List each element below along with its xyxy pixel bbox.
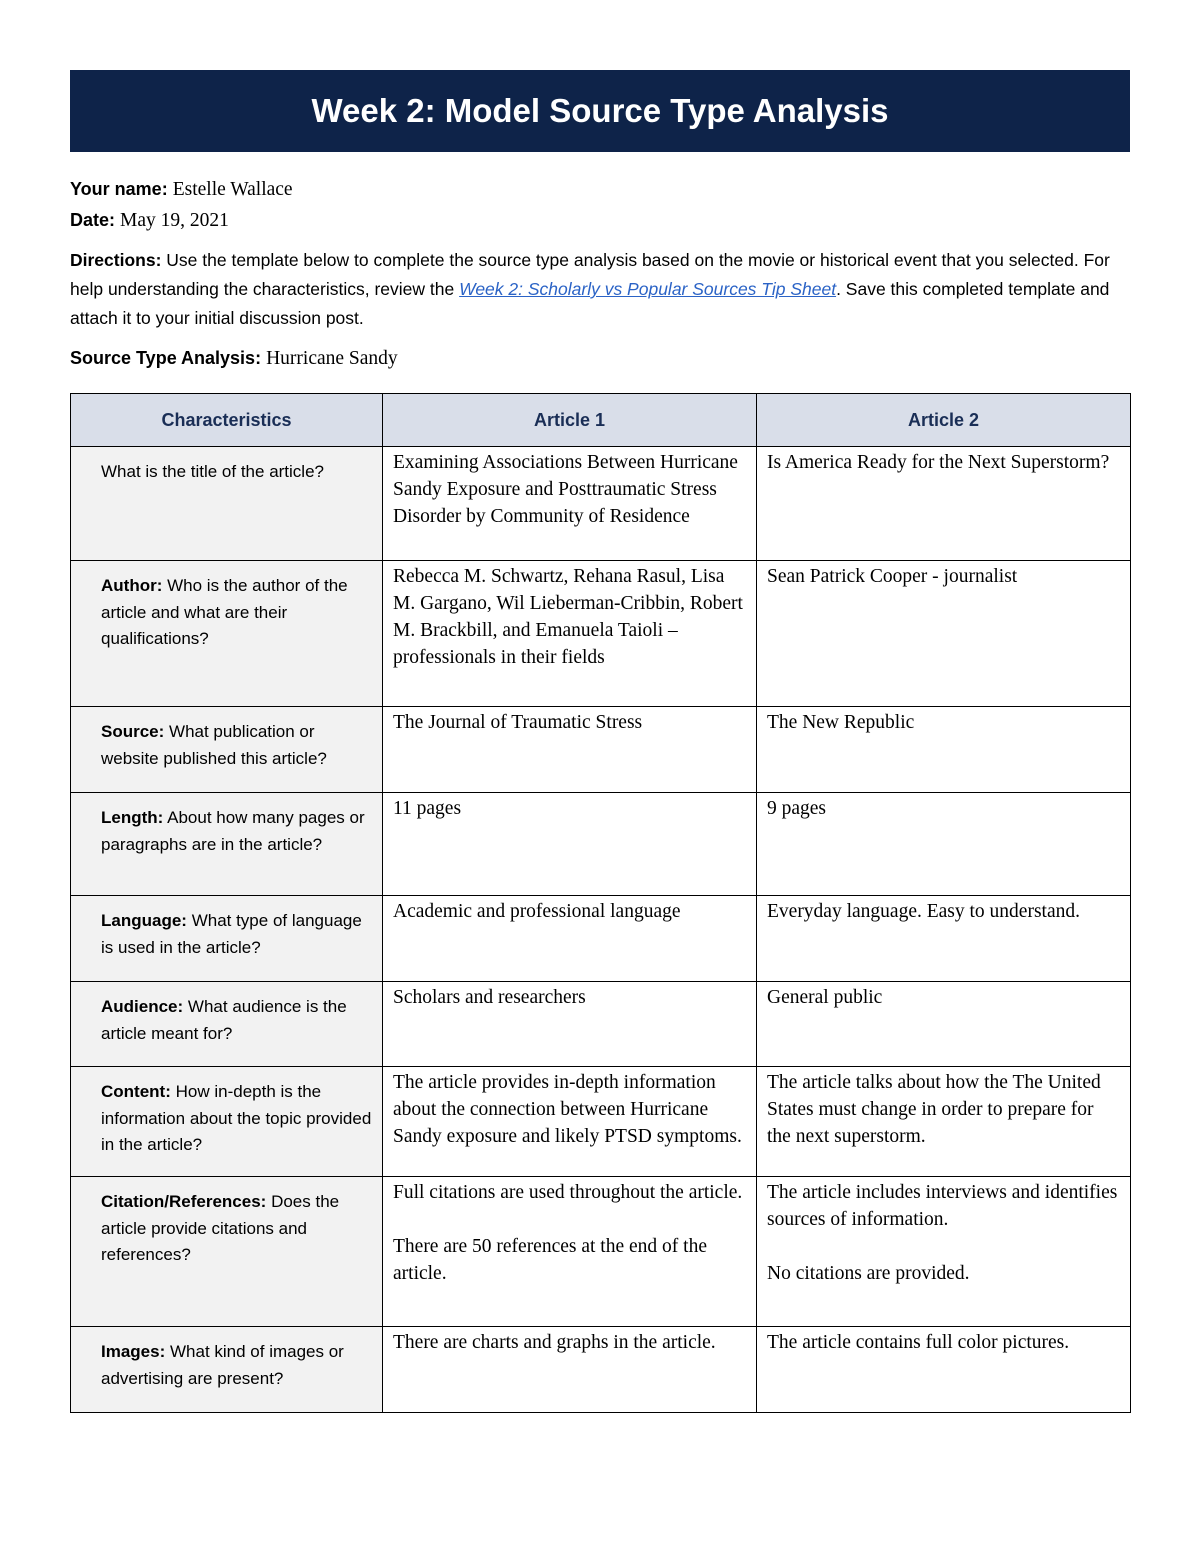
question-text: What audience is the article meant for? [101,997,347,1043]
header-article-1: Article 1 [383,394,757,447]
characteristic-cell [71,896,383,982]
table-row [71,1327,1131,1413]
characteristic-label: Content: [101,1082,171,1101]
characteristic-label: Images: [101,1342,166,1361]
answer-text: The article includes interviews and identifies sources of information. [767,1182,1118,1230]
answer-text: 9 pages [767,798,827,819]
article-2-cell [757,707,1131,793]
name-label: Your name: [70,179,168,199]
answer-text: There are charts and graphs in the article. [393,1332,716,1353]
table-row [71,1177,1131,1327]
article-1-cell [383,793,757,896]
article-1-cell [383,1177,757,1327]
answer-text: 11 pages [393,798,462,819]
article-2-cell [757,561,1131,707]
table-header-row [71,394,1131,447]
characteristic-cell [71,707,383,793]
article-1-cell [383,707,757,793]
answer-text: Academic and professional language [393,901,681,922]
characteristic-label: Audience: [101,997,184,1016]
characteristic-cell [71,447,383,561]
date-line [70,205,1130,236]
article-1-cell [383,561,757,707]
article-2-cell [757,896,1131,982]
characteristic-cell [71,561,383,707]
characteristic-cell [71,1327,383,1413]
answer-text: The New Republic [767,712,915,733]
characteristic-label: Language: [101,911,187,930]
source-analysis-table [70,393,1131,1413]
analysis-label: Source Type Analysis: [70,348,262,368]
header-article-2: Article 2 [757,394,1131,447]
document-page [70,70,1130,374]
answer-text: Sean Patrick Cooper - journalist [767,566,1018,587]
answer-text: There are 50 references at the end of the article. [393,1236,707,1284]
answer-text: Full citations are used throughout the article. [393,1182,743,1203]
question-text: Does the article provide citations and references? [101,1192,340,1264]
table-row [71,447,1131,561]
title-banner [70,70,1130,152]
characteristic-label: Citation/References: [101,1192,267,1211]
name-line [70,174,1130,205]
date-label: Date: [70,210,116,230]
answer-text: The article contains full color pictures. [767,1332,1070,1353]
characteristic-label: Length: [101,808,164,827]
table-row [71,982,1131,1067]
question-text: What is the title of the article? [101,462,324,481]
answer-text: Scholars and researchers [393,987,586,1008]
characteristic-label: Author: [101,576,163,595]
directions-label: Directions: [70,250,162,270]
table-row [71,1067,1131,1177]
table-row [71,793,1131,896]
article-1-cell [383,1067,757,1177]
answer-text: No citations are provided. [767,1263,970,1284]
answer-text: Examining Associations Between Hurricane Sandy Exposure and Posttraumatic Stress Disorder by Community of Residence [393,452,738,527]
analysis-line [70,343,1130,374]
article-2-cell [757,793,1131,896]
answer-text: General public [767,987,883,1008]
characteristic-cell [71,793,383,896]
characteristic-label: Source: [101,722,165,741]
info-block [70,174,1130,236]
article-2-cell [757,1177,1131,1327]
article-2-cell [757,447,1131,561]
page-title: Week 2: Model Source Type Analysis [311,92,889,129]
question-text: What kind of images or advertising are present? [101,1342,344,1388]
article-1-cell [383,896,757,982]
analysis-value: Hurricane Sandy [266,348,398,369]
article-2-cell [757,1067,1131,1177]
name-value: Estelle Wallace [172,179,293,200]
question-text: Who is the author of the article and what are their qualifications? [101,576,348,648]
answer-text: Rebecca M. Schwartz, Rehana Rasul, Lisa M. Gargano, Wil Lieberman-Cribbin, Robert M. Brackbill, and Emanuela Taioli – professionals in their fields [393,566,743,668]
answer-text: The article talks about how the The United States must change in order to prepare for the next superstorm. [767,1072,1101,1147]
article-1-cell [383,1327,757,1413]
article-2-cell [757,982,1131,1067]
characteristic-cell [71,1177,383,1327]
article-2-cell [757,1327,1131,1413]
answer-text: Everyday language. Easy to understand. [767,901,1080,922]
answer-text: Is America Ready for the Next Superstorm? [767,452,1110,473]
answer-text: The article provides in-depth information about the connection between Hurricane Sandy exposure and likely PTSD symptoms. [393,1072,742,1147]
directions-paragraph [70,246,1130,333]
answer-text: The Journal of Traumatic Stress [393,712,643,733]
characteristic-cell [71,982,383,1067]
tip-sheet-link[interactable]: Week 2: Scholarly vs Popular Sources Tip Sheet [459,279,837,299]
date-value: May 19, 2021 [120,210,229,231]
directions-text-after: . Save this completed template and attach it to your initial discussion post. [70,279,1110,328]
question-text: About how many pages or paragraphs are in the article? [101,808,365,854]
article-1-cell [383,447,757,561]
table-row [71,896,1131,982]
characteristic-cell [71,1067,383,1177]
article-1-cell [383,982,757,1067]
header-characteristics: Characteristics [71,394,383,447]
directions-text-before: Use the template below to complete the source type analysis based on the movie or historical event that you selected. For help understanding the characteristics, review the [70,250,1110,299]
table-row [71,707,1131,793]
table-row [71,561,1131,707]
question-text: What type of language is used in the article? [101,911,362,957]
question-text: What publication or website published this article? [101,722,327,768]
question-text: How in-depth is the information about the topic provided in the article? [101,1082,372,1154]
